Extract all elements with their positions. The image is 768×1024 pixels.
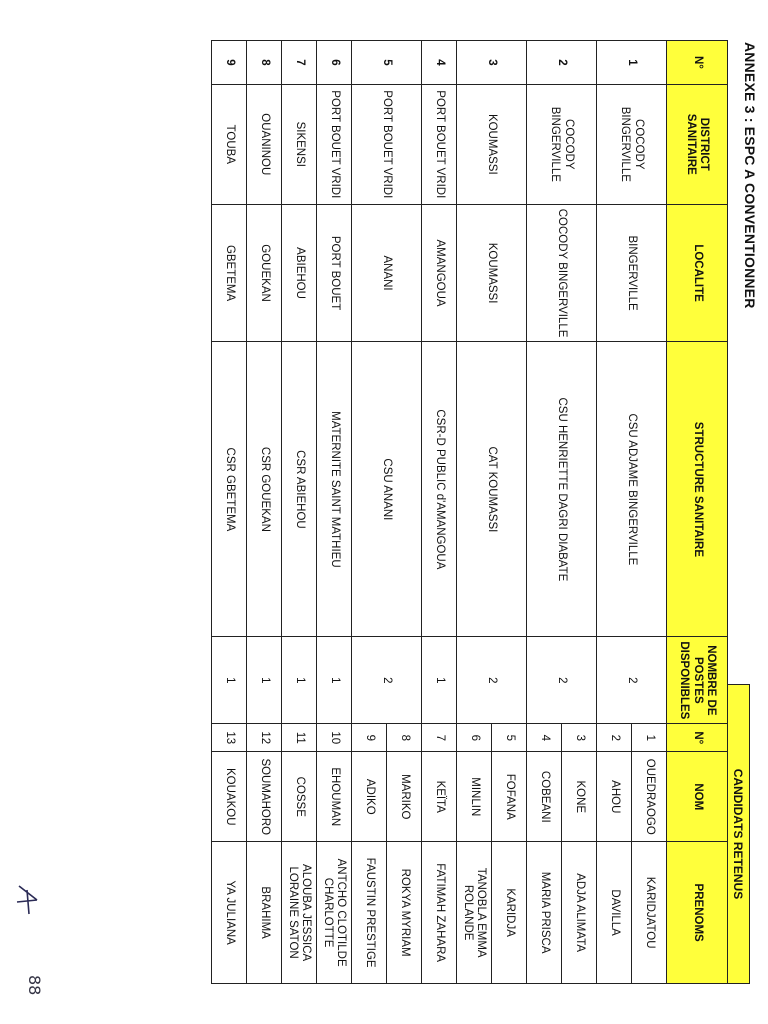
cell-localite: GBETEMA [212,204,247,342]
cell-district: SIKENSI [282,84,317,204]
cell-num: 9 [212,41,247,85]
cell-prenoms: KARIDJA [492,842,527,984]
cell-prenoms: ROKYA MYRIAM [387,842,422,984]
table-row [632,41,667,984]
cell-structure: CSR-D PUBLIC d'AMANGOUA [422,342,457,637]
cell-localite: GOUEKAN [247,204,282,342]
cell-candidate-num: 9 [352,724,387,752]
cell-num: 3 [457,41,527,85]
header-nom: NOM [667,752,728,842]
cell-prenoms: BRAHIMA [247,842,282,984]
table-row [562,41,597,984]
table-row [317,41,352,984]
cell-postes: 2 [352,637,422,724]
signature-mark [13,880,43,920]
cell-num: 2 [527,41,597,85]
cell-prenoms: YA JULIANA [212,842,247,984]
cell-nom: ADIKO [352,752,387,842]
cell-candidate-num: 7 [422,724,457,752]
cell-structure: CSU ANANI [352,342,422,637]
cell-prenoms: MARIA PRISCA [527,842,562,984]
header-candidate-num: N° [667,724,728,752]
cell-district: KOUMASSI [457,84,527,204]
cell-candidate-num: 3 [562,724,597,752]
cell-localite: PORT BOUET [317,204,352,342]
cell-district: TOUBA [212,84,247,204]
cell-structure: CAT KOUMASSI [457,342,527,637]
cell-nom: FOFANA [492,752,527,842]
cell-nom: MINLIN [457,752,492,842]
cell-nom: AHOU [597,752,632,842]
cell-prenoms: ANTCHO CLOTILDE CHARLOTTE [317,842,352,984]
cell-candidate-num: 10 [317,724,352,752]
cell-num: 8 [247,41,282,85]
cell-candidate-num: 5 [492,724,527,752]
cell-candidate-num: 4 [527,724,562,752]
cell-candidate-num: 13 [212,724,247,752]
cell-nom: COBEANI [527,752,562,842]
header-structure: STRUCTURE SANITAIRE [667,342,728,637]
cell-num: 7 [282,41,317,85]
cell-prenoms: TANOBLA EMMA ROLANDE [457,842,492,984]
header-num: N° [667,41,728,85]
header-postes: NOMBRE DE POSTES DISPONIBLES [667,637,728,724]
cell-postes: 1 [317,637,352,724]
cell-nom: KEÏTA [422,752,457,842]
cell-candidate-num: 6 [457,724,492,752]
cell-localite: BINGERVILLE [597,204,667,342]
cell-district: OUANINOU [247,84,282,204]
cell-num: 6 [317,41,352,85]
cell-candidate-num: 2 [597,724,632,752]
cell-candidate-num: 12 [247,724,282,752]
espc-table [211,40,728,984]
cell-prenoms: FAUSTIN PRESTIGE [352,842,387,984]
cell-structure: CSU HENRIETTE DAGRI DIABATE [527,342,597,637]
cell-structure: CSR ABIEHOU [282,342,317,637]
cell-nom: MARIKO [387,752,422,842]
cell-nom: COSSE [282,752,317,842]
cell-localite: COCODY BINGERVILLE [527,204,597,342]
cell-candidate-num: 1 [632,724,667,752]
header-prenoms: PRENOMS [667,842,728,984]
cell-prenoms: DAVILLA [597,842,632,984]
page-stamp: 88 [25,975,44,996]
cell-num: 1 [597,41,667,85]
cell-localite: ANANI [352,204,422,342]
cell-nom: SOUMAHORO [247,752,282,842]
header-localite: LOCALITE [667,204,728,342]
cell-localite: KOUMASSI [457,204,527,342]
cell-district: COCODY BINGERVILLE [597,84,667,204]
cell-postes: 2 [597,637,667,724]
cell-district: COCODY BINGERVILLE [527,84,597,204]
cell-nom: EHOUMAN [317,752,352,842]
table-row [247,41,282,984]
table-row [492,41,527,984]
cell-postes: 1 [422,637,457,724]
candidats-retenus-header: CANDIDATS RETENUS [728,684,750,984]
table-row [282,41,317,984]
cell-postes: 1 [282,637,317,724]
cell-localite: AMANGOUA [422,204,457,342]
cell-structure: MATERNITE SAINT MATHIEU [317,342,352,637]
cell-postes: 1 [247,637,282,724]
cell-prenoms: FATIMAH ZAHARA [422,842,457,984]
table-row [212,41,247,984]
cell-prenoms: ADJA ALIMATA [562,842,597,984]
cell-structure: CSR GBETEMA [212,342,247,637]
cell-nom: KONE [562,752,597,842]
cell-prenoms: KARIDJATOU [632,842,667,984]
cell-district: PORT BOUET VRIDI [352,84,422,204]
table-row [387,41,422,984]
cell-candidate-num: 11 [282,724,317,752]
table-row [422,41,457,984]
cell-prenoms: ALOUBA JESSICA LORAINE SATON [282,842,317,984]
cell-nom: KOUAKOU [212,752,247,842]
cell-postes: 2 [457,637,527,724]
cell-num: 4 [422,41,457,85]
header-district: DISTRICT SANITAIRE [667,84,728,204]
cell-postes: 1 [212,637,247,724]
cell-district: PORT BOUET VRIDI [317,84,352,204]
table-body [212,41,667,984]
cell-structure: CSU ADJAME BINGERVILLE [597,342,667,637]
cell-district: PORT BOUET VRIDI [422,84,457,204]
cell-postes: 2 [527,637,597,724]
cell-structure: CSR GOUEKAN [247,342,282,637]
cell-nom: OUEDRAOGO [632,752,667,842]
page-title: ANNEXE 3 : ESPC A CONVENTIONNER [742,42,758,309]
table-header-row [667,41,728,984]
cell-num: 5 [352,41,422,85]
cell-candidate-num: 8 [387,724,422,752]
cell-localite: ABIEHOU [282,204,317,342]
